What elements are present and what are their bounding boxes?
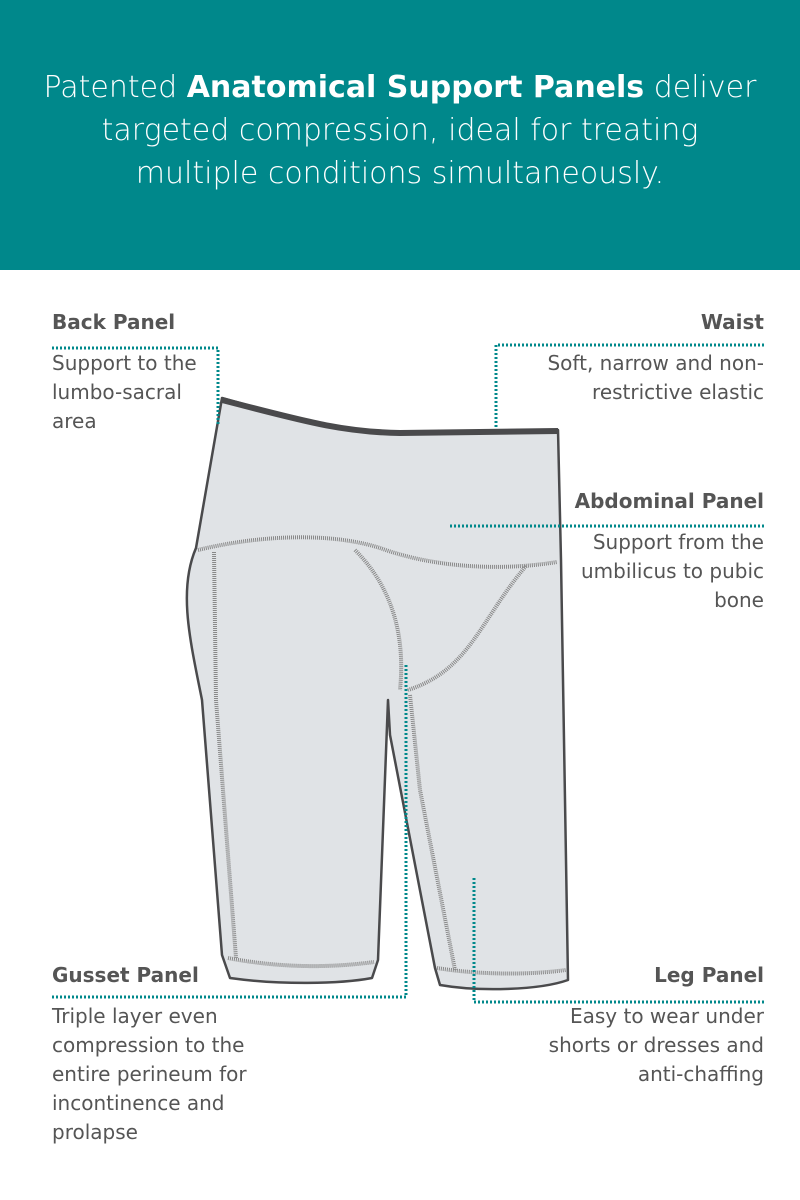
- back-panel-title: Back Panel: [52, 310, 176, 334]
- abdominal-panel-title: Abdominal Panel: [574, 489, 764, 513]
- back-panel-desc: Support to the lumbo-sacral area: [52, 351, 197, 433]
- waist-desc: Soft, narrow and non-restrictive elastic: [547, 351, 764, 404]
- gusset-panel-label: [52, 961, 267, 1147]
- leg-panel-title: Leg Panel: [654, 963, 764, 987]
- gusset-panel-title: Gusset Panel: [52, 963, 199, 987]
- header-text: Patented Anatomical Support Panels deliver targeted compression, ideal for treating multiple conditions simultaneously.: [43, 70, 757, 191]
- leg-panel-label: [544, 961, 764, 1089]
- waist-title: Waist: [700, 310, 764, 334]
- back-panel-label: [52, 308, 222, 436]
- shorts-outline: [187, 398, 568, 989]
- abdominal-panel-desc: Support from the umbilicus to pubic bone: [580, 530, 764, 612]
- gusset-panel-desc: Triple layer even compression to the entire perineum for incontinence and prolapse: [52, 1004, 247, 1144]
- abdominal-panel-label: [559, 487, 764, 615]
- leg-panel-desc: Easy to wear under shorts or dresses and anti-chaffing: [548, 1004, 764, 1086]
- shorts-illustration: [187, 398, 568, 989]
- waist-label: [524, 308, 764, 407]
